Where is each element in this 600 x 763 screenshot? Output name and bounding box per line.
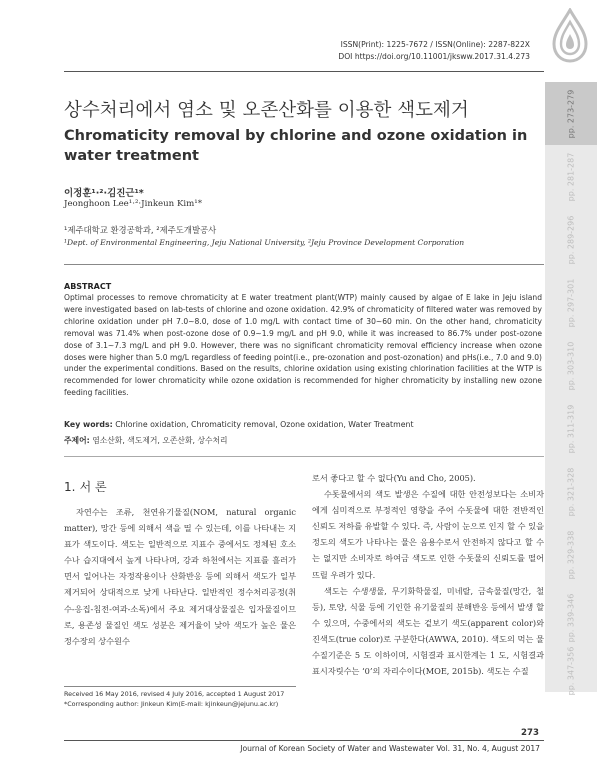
keywords-korean bbox=[64, 435, 544, 446]
side-tab-label: pp. 273-279 bbox=[566, 89, 576, 138]
doi-text[interactable]: DOI https://doi.org/10.11001/jksww.2017.31.4.273 bbox=[338, 52, 530, 61]
footnote-rule bbox=[64, 686, 296, 687]
keywords-english bbox=[64, 420, 544, 429]
side-tab-label: pp. 339-346 bbox=[566, 593, 576, 642]
section-rule bbox=[64, 264, 544, 265]
section-number: 1. bbox=[64, 480, 76, 494]
body-column-right bbox=[312, 470, 544, 679]
header-rule bbox=[64, 71, 544, 72]
side-tab[interactable] bbox=[545, 334, 597, 397]
footnote bbox=[64, 689, 304, 709]
side-tab-label: pp. 329-338 bbox=[566, 530, 576, 579]
affiliation-korean: ¹제주대학교 환경공학과, ²제주도개발공사 bbox=[64, 225, 217, 235]
side-tab[interactable] bbox=[545, 271, 597, 334]
side-tab[interactable] bbox=[545, 82, 597, 145]
paragraph: 수돗물에서의 색도 발생은 수질에 대한 안전성보다는 소비자에게 심미적으로 부정적인 영향을 주어 수돗물에 대한 전반적인 신뢰도 저하를 유발할 수 있다. 즉, 사람이 눈으로 인지 할 수 있을 정도의 색도가 나타나는 물은 음용수로서 안전하지 않다고 할 수는 없지만 소비자로 하여금 색도로 인한 수돗물의 신뢰도를 떨어뜨릴 우려가 있다. bbox=[312, 489, 544, 580]
keywords-text-ko: 염소산화, 색도제거, 오존산화, 상수처리 bbox=[92, 436, 228, 445]
journal-footer: Journal of Korean Society of Water and Wastewater Vol. 31, No. 4, August 2017 bbox=[240, 744, 540, 753]
journal-logo bbox=[548, 8, 592, 64]
side-tab[interactable] bbox=[545, 145, 597, 208]
paragraph: 로서 좋다고 할 수 없다(Yu and Cho, 2005). bbox=[312, 473, 476, 483]
title-english: Chromaticity removal by chlorine and ozone oxidation in water treatment bbox=[64, 128, 528, 164]
side-tab[interactable] bbox=[545, 586, 597, 649]
side-tab[interactable] bbox=[545, 460, 597, 523]
side-tab-label: pp. 347-356 bbox=[566, 646, 576, 695]
footer-rule bbox=[64, 740, 544, 741]
keywords-rule bbox=[64, 456, 544, 457]
body-column-left bbox=[64, 504, 296, 649]
side-tab-label: pp. 311-319 bbox=[566, 404, 576, 453]
authors-korean: 이정훈¹·²·김진근¹* bbox=[64, 188, 144, 199]
side-tab[interactable] bbox=[545, 208, 597, 271]
title-korean: 상수처리에서 염소 및 오존산화를 이용한 색도제거 bbox=[64, 100, 469, 121]
side-tab[interactable] bbox=[545, 646, 597, 695]
corresponding-author: *Corresponding author: Jinkeun Kim(E-mail: kjinkeun@jejunu.ac.kr) bbox=[64, 700, 279, 708]
keywords-label: Key words: bbox=[64, 420, 113, 429]
section-heading bbox=[64, 478, 107, 495]
section-title: 서 론 bbox=[79, 480, 107, 494]
side-tab-label: pp. 297-301 bbox=[566, 278, 576, 327]
abstract-heading: ABSTRACT bbox=[64, 282, 112, 291]
side-page-tabs bbox=[545, 82, 600, 695]
side-tab-label: pp. 289-296 bbox=[566, 215, 576, 264]
side-tab-label: pp. 303-310 bbox=[566, 341, 576, 390]
keywords-label-ko: 주제어: bbox=[64, 436, 90, 445]
paragraph: 자연수는 조류, 천연유기물질(NOM, natural organic matter), 망간 등에 의해서 색을 띨 수 있는데, 이를 나타내는 지표가 색도이다. 색도는 일반적으로 지표수 중에서도 정체된 호소수나 습지대에서 높게 나타나며, 강과 하천에서는 지표를 흘러가면서 일어나는 자정작용이나 산화반응 등에 의해서 색도가 일부 제거되어 상대적으로 낮게 나타난다. 일반적인 정수처리공정(취수-응집-침전-여과-소독)에서 주요 제거대상물질은 입자물질이므로, 용존성 물질인 색도 성분은 제거율이 낮아 색도가 높은 물은 정수장의 상수원수 bbox=[64, 507, 296, 646]
issn-doi bbox=[338, 39, 530, 63]
page-number: 273 bbox=[521, 728, 539, 738]
affiliation-english: ¹Dept. of Environmental Engineering, Jeju National University, ²Jeju Province Development Corporation bbox=[64, 238, 465, 247]
keywords-text: Chlorine oxidation, Chromaticity removal, Ozone oxidation, Water Treatment bbox=[115, 420, 414, 429]
side-tab[interactable] bbox=[545, 523, 597, 586]
side-tab[interactable] bbox=[545, 397, 597, 460]
paragraph: 색도는 수생생물, 무기화학물질, 미네랄, 금속물질(망간, 철 등), 토양, 식물 등에 기인한 유기물질의 분해반응 등에서 발생 할 수 있으며, 수중에서의 색도는 겉보기 색도(apparent color)와 진색도(true color)로 구분한다(AWWA, 2010). 색도의 먹는 물 수질기준은 5 도 이하이며, 시험결과 표시한계는 1 도, 시험결과 표시자릿수는 ‘0’의 자리수이다(MOE, 2015b). 색도는 수질 bbox=[312, 585, 544, 677]
side-tab-label: pp. 321-328 bbox=[566, 467, 576, 516]
received-dates: Received 16 May 2016, revised 4 July 2016, accepted 1 August 2017 bbox=[64, 690, 285, 698]
side-tab-label: pp. 281-287 bbox=[566, 152, 576, 201]
issn-text: ISSN(Print): 1225-7672 / ISSN(Online): 2287-822X bbox=[340, 40, 530, 49]
authors-english: Jeonghoon Lee¹·²·Jinkeun Kim¹* bbox=[64, 199, 203, 209]
abstract-text: Optimal processes to remove chromaticity at E water treatment plant(WTP) mainly caused by algae of E lake in Jeju island were investigated based on lab-tests of chlorine and ozone oxidation. 42.9% of chromaticity of filtered water was removed by chlorine oxidation under pH 7.0~8.0, dose of 1.0 mg/L with contact time of 30~60 min. On the other hand, chromaticity removal was 71.4% when post-ozone dose of 0.9~1.9 mg/L and pH 9.0, while it was increased to 86.7% under post-ozone dose of 3.1~7.3 mg/L and pH 9.0. However, there was no significant chromaticity removal efficiency increase when ozone doses were higher than 5.0 mg/L regardless of feeding point(i.e., pre-ozonation and post-ozonation) and pHs(i.e., 7.0 and 9.0) under the experimental conditions. Based on the results, chlorine oxidation using existing chlorination facilities at the WTP is recommended for lower chromaticity while ozone oxidation is recommended for higher chromaticity by installing new ozone feeding facilities. bbox=[64, 293, 542, 398]
